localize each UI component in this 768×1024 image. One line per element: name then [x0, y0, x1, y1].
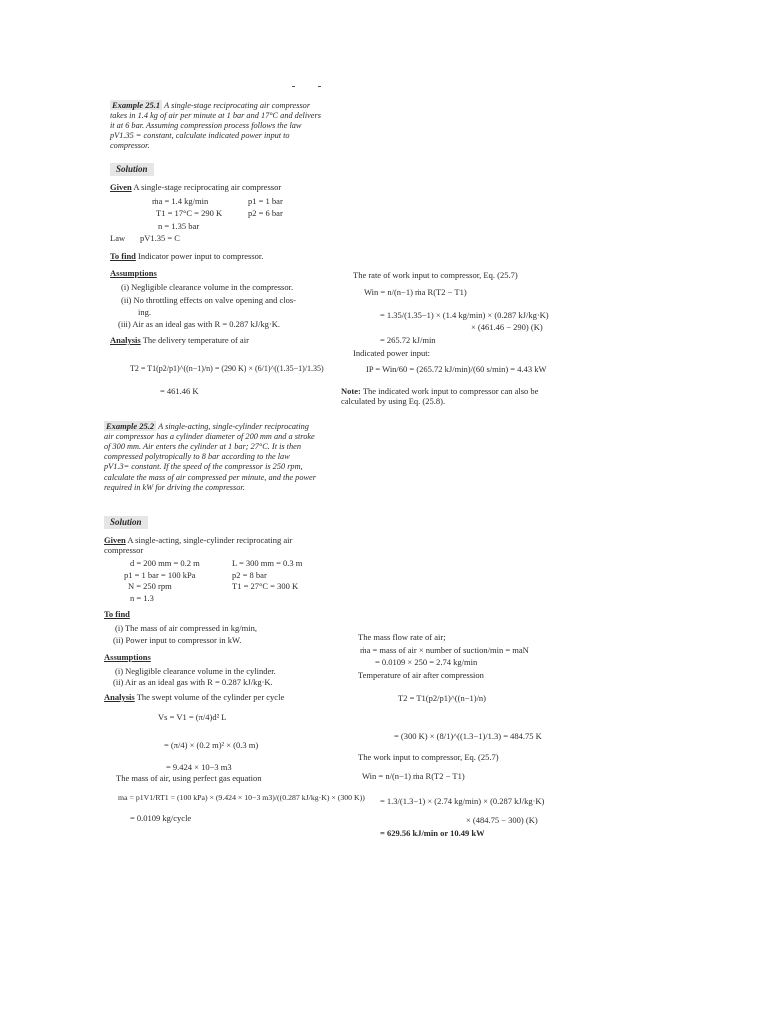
given-line: [104, 535, 316, 555]
analysis-line: [104, 692, 284, 702]
given-p1: p1 = 1 bar: [248, 196, 283, 206]
note-text: The indicated work input to compressor can also be calculated by using Eq. (25.8).: [341, 386, 539, 407]
delivery-temperature-equation: T2 = T1(p2/p1)^((n−1)/n) = (290 K) × (6/1)^((1.35−1)/1.35): [130, 364, 324, 373]
mass-flow-heading: The mass flow rate of air;: [358, 632, 446, 642]
analysis-line: [110, 335, 249, 345]
note-label: Note:: [341, 386, 361, 396]
to-find-item: (ii) Power input to compressor in kW.: [113, 635, 242, 645]
to-find-label: To find: [104, 609, 130, 619]
example-25-2-text: A single-acting, single-cylinder reciprocating air compressor has a cylinder diameter of 200 mm and a stroke of 300 mm. Air enters the cylinder at 1 bar; 27°C. It is then compressed polytropically to 8 bar according to the law pV1.3= constant. If the speed of the compressor is 250 rpm, calculate the mass of air compressed per minute, and the power required in kW for driving the compressor.: [104, 422, 316, 492]
work-rate-equation: Win = n/(n−1) ṁa R(T2 − T1): [364, 287, 467, 297]
given-speed: N = 250 rpm: [128, 581, 172, 591]
assumption-item: (ii) Air as an ideal gas with R = 0.287 kJ/kg·K.: [113, 677, 273, 687]
delivery-temperature-result: = 461.46 K: [160, 386, 199, 396]
given-mass-flow: ṁa = 1.4 kg/min: [152, 196, 209, 206]
law-label: Law: [110, 233, 126, 243]
to-find-line: [110, 251, 263, 261]
mass-flow-result: = 0.0109 × 250 = 2.74 kg/min: [375, 657, 478, 667]
mass-of-air-equation: ma = p1V1/RT1 = (100 kPa) × (9.424 × 10−3 m3)/((0.287 kJ/kg·K) × (300 K)): [118, 793, 365, 802]
work-rate-heading: The rate of work input to compressor, Eq. (25.7): [353, 270, 518, 280]
work-input-substitution: = 1.3/(1.3−1) × (2.74 kg/min) × (0.287 kJ/kg·K): [380, 796, 545, 806]
swept-volume-result: = 9.424 × 10−3 m3: [166, 762, 232, 772]
indicated-power-equation: IP = Win/60 = (265.72 kJ/min)/(60 s/min) = 4.43 kW: [366, 364, 547, 374]
assumption-item: (iii) Air as an ideal gas with R = 0.287 kJ/kg·K.: [118, 319, 281, 329]
solution-heading: Solution: [110, 163, 154, 176]
mass-flow-definition: ṁa = mass of air × number of suction/min = maN: [360, 645, 529, 655]
law-equation: pV1.35 = C: [140, 233, 180, 243]
work-rate-substitution: = 1.35/(1.35−1) × (1.4 kg/min) × (0.287 kJ/kg·K): [380, 310, 549, 320]
analysis-label: Analysis: [104, 692, 135, 702]
example-25-1-text: A single-stage reciprocating air compressor takes in 1.4 kg of air per minute at 1 bar and 17°C and delivers it at 6 bar. Assuming compression process follows the law pV1.35 = constant, calculate indicated power input to compressor.: [110, 101, 321, 151]
page-mark: [292, 86, 295, 87]
swept-volume-substitution: = (π/4) × (0.2 m)² × (0.3 m): [164, 740, 259, 750]
to-find-text: Indicator power input to compressor.: [138, 251, 264, 261]
analysis-text: The delivery temperature of air: [142, 335, 249, 345]
work-input-substitution-cont: × (484.75 − 300) (K): [466, 815, 538, 825]
temperature-result: = (300 K) × (8/1)^((1.3−1)/1.3) = 484.75 K: [394, 731, 542, 741]
work-rate-result: = 265.72 kJ/min: [380, 335, 436, 345]
given-line: [110, 182, 281, 192]
given-p2: p2 = 6 bar: [248, 208, 283, 218]
assumptions-label: Assumptions: [104, 652, 151, 662]
given-label: Given: [110, 182, 132, 192]
note: [341, 386, 556, 406]
assumption-item: (i) Negligible clearance volume in the compressor.: [121, 282, 294, 292]
work-input-heading: The work input to compressor, Eq. (25.7): [358, 752, 499, 762]
mass-of-air-heading: The mass of air, using perfect gas equation: [116, 773, 262, 783]
given-label: Given: [104, 535, 126, 545]
solution-heading: Solution: [104, 516, 148, 529]
assumption-item: ing.: [138, 307, 151, 317]
to-find-label: To find: [110, 251, 136, 261]
work-rate-substitution-cont: × (461.46 − 290) (K): [471, 322, 543, 332]
swept-volume-equation: Vs = V1 = (π/4)d² L: [158, 712, 227, 722]
assumptions-label: Assumptions: [110, 268, 157, 278]
analysis-label: Analysis: [110, 335, 141, 345]
mass-of-air-result: = 0.0109 kg/cycle: [130, 813, 192, 823]
example-25-1-statement: [110, 100, 324, 152]
given-diameter: d = 200 mm = 0.2 m: [130, 558, 200, 568]
temperature-heading: Temperature of air after compression: [358, 670, 484, 680]
given-t1: T1 = 17°C = 290 K: [156, 208, 223, 218]
temperature-equation: T2 = T1(p2/p1)^((n−1)/n): [398, 693, 487, 703]
given-text: A single-acting, single-cylinder reciprocating air compressor: [104, 535, 293, 556]
to-find-item: (i) The mass of air compressed in kg/min,: [115, 623, 257, 633]
given-p2: p2 = 8 bar: [232, 570, 267, 580]
given-n: n = 1.3: [130, 593, 154, 603]
page-mark: [318, 86, 321, 87]
example-25-2-statement: [104, 421, 316, 493]
indicated-power-label: Indicated power input:: [353, 348, 430, 358]
assumption-item: (i) Negligible clearance volume in the cylinder.: [115, 666, 276, 676]
given-stroke: L = 300 mm = 0.3 m: [232, 558, 303, 568]
work-input-equation: Win = n/(n−1) ṁa R(T2 − T1): [362, 771, 465, 781]
work-input-result: = 629.56 kJ/min or 10.49 kW: [380, 828, 485, 838]
analysis-text: The swept volume of the cylinder per cycle: [136, 692, 285, 702]
given-p1: p1 = 1 bar = 100 kPa: [124, 570, 196, 580]
given-text: A single-stage reciprocating air compressor: [133, 182, 282, 192]
given-n: n = 1.35 bar: [158, 221, 200, 231]
given-t1: T1 = 27°C = 300 K: [232, 581, 299, 591]
example-25-1-title: Example 25.1: [112, 100, 161, 110]
assumption-item: (ii) No throttling effects on valve opening and clos-: [121, 295, 296, 305]
example-25-2-title: Example 25.2: [106, 421, 155, 431]
